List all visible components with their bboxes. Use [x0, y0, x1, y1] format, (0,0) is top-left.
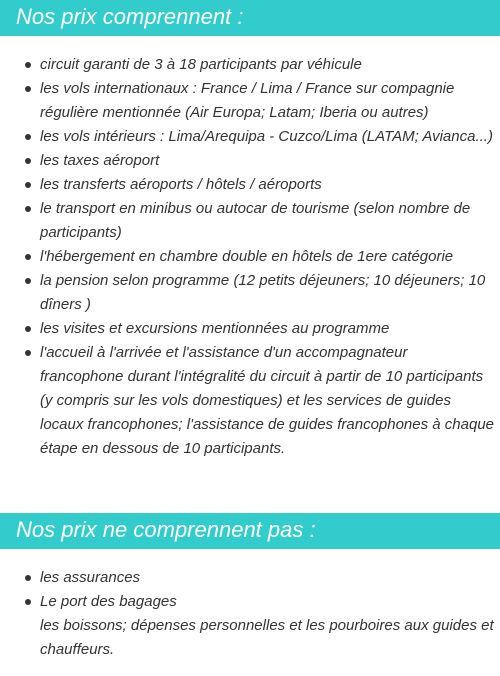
section-heading-excludes: Nos prix ne comprennent pas : — [0, 513, 500, 549]
list-item: les taxes aéroport — [0, 149, 500, 173]
list-item: l'accueil à l'arrivée et l'assistance d'un accompagnateur francophone durant l'intégralité du circuit à partir de 10 participants (y compris sur les vols domestiques) et les services de guides locaux francophones; l'assistance de guides francophones à chaque étape en dessous de 10 participants. — [0, 341, 500, 461]
bullet-icon — [25, 158, 31, 164]
bullet-icon — [25, 350, 31, 356]
list-item: les vols internationaux : France / Lima / France sur compagnie régulière mentionnée (Air Europa; Latam; Iberia ou autres) — [0, 77, 500, 125]
bullet-icon — [25, 575, 31, 581]
list-item: Le port des bagages les boissons; dépenses personnelles et les pourboires aux guides et chauffeurs. — [0, 590, 500, 662]
bullet-icon — [25, 254, 31, 260]
section-heading-includes: Nos prix comprennent : — [0, 0, 500, 36]
bullet-icon — [25, 599, 31, 605]
list-item: circuit garanti de 3 à 18 participants par véhicule — [0, 53, 500, 77]
bullet-icon — [25, 86, 31, 92]
list-item: les visites et excursions mentionnées au programme — [0, 317, 500, 341]
excludes-list — [0, 566, 500, 662]
list-item: les transferts aéroports / hôtels / aéroports — [0, 173, 500, 197]
list-item: les assurances — [0, 566, 500, 590]
bullet-icon — [25, 206, 31, 212]
bullet-icon — [25, 182, 31, 188]
bullet-icon — [25, 278, 31, 284]
bullet-icon — [25, 134, 31, 140]
list-item: le transport en minibus ou autocar de tourisme (selon nombre de participants) — [0, 197, 500, 245]
list-item: les vols intérieurs : Lima/Arequipa - Cuzco/Lima (LATAM; Avianca...) — [0, 125, 500, 149]
list-item: l'hébergement en chambre double en hôtels de 1ere catégorie — [0, 245, 500, 269]
bullet-icon — [25, 62, 31, 68]
includes-list — [0, 53, 500, 461]
bullet-icon — [25, 326, 31, 332]
list-item: la pension selon programme (12 petits déjeuners; 10 déjeuners; 10 dîners ) — [0, 269, 500, 317]
list-item-continuation: les boissons; dépenses personnelles et les pourboires aux guides et chauffeurs. — [40, 617, 494, 658]
section-excludes — [0, 513, 500, 662]
